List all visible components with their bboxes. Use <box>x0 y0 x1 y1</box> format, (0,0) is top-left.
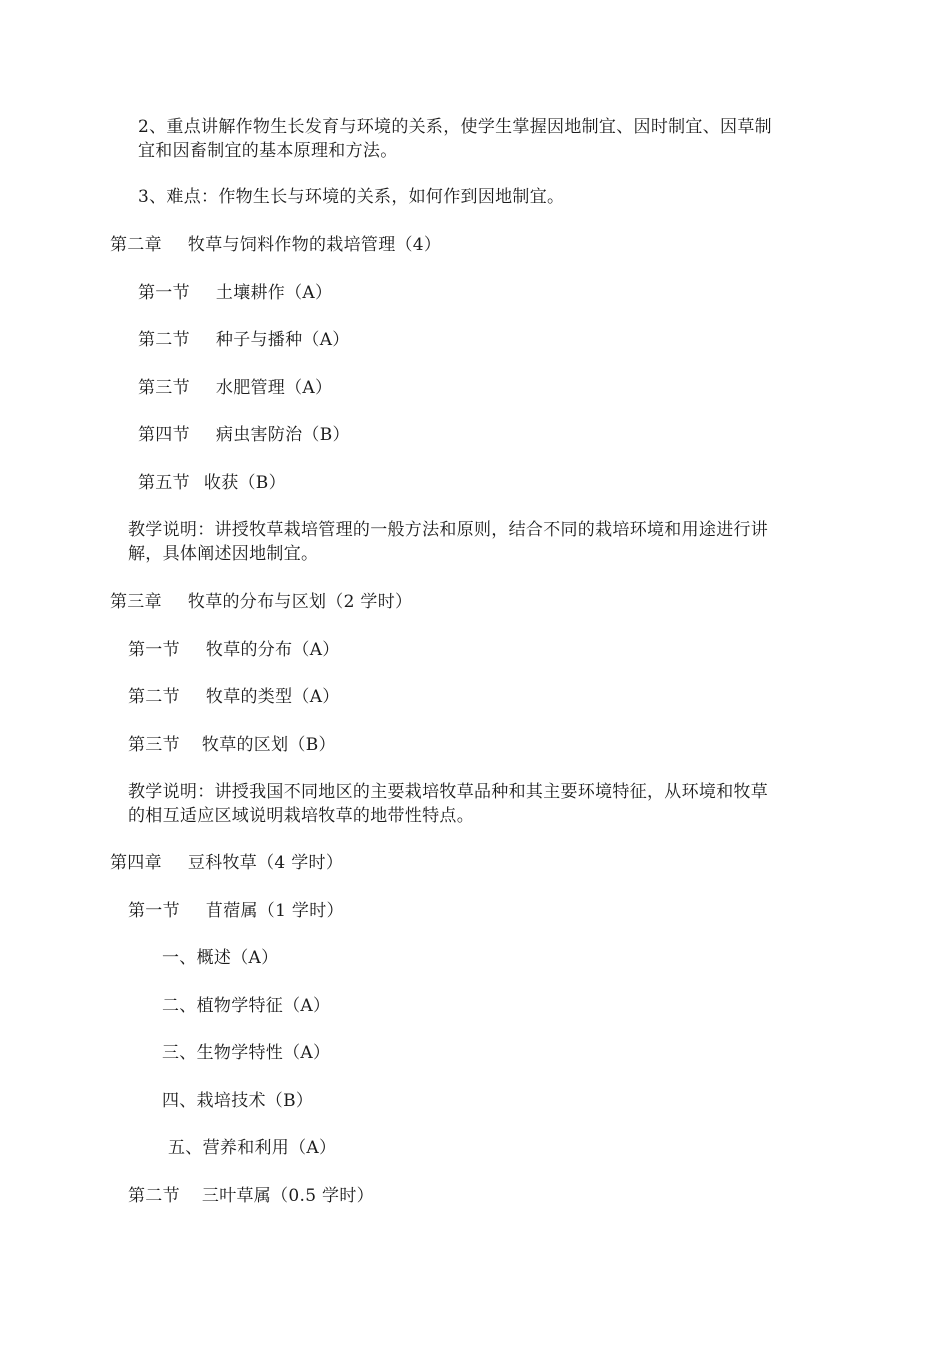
section-number: 第一节 <box>138 283 190 303</box>
chapter2-note-line1: 教学说明：讲授牧草栽培管理的一般方法和原则，结合不同的栽培环境和用途进行讲 <box>128 520 769 540</box>
section-number: 第三节 <box>128 735 180 755</box>
chapter3-heading <box>110 591 412 613</box>
chapter2-teaching-note <box>128 518 768 566</box>
chapter3-number: 第三章 <box>110 592 162 612</box>
chapter2-title: 牧草与饲料作物的栽培管理（4） <box>187 235 442 255</box>
chapter3-section-3 <box>128 734 336 756</box>
section-title: 牧草的分布（A） <box>205 640 340 660</box>
key-point-2-line1: 2、重点讲解作物生长发育与环境的关系，使学生掌握因地制宜、因时制宜、因草制 <box>138 117 772 137</box>
chapter2-section-3 <box>138 377 332 399</box>
section-title: 水肥管理（A） <box>215 378 333 398</box>
chapter3-title: 牧草的分布与区划（2 学时） <box>187 592 413 612</box>
subitem-2: 二、植物学特征（A） <box>162 996 331 1016</box>
section-number: 第二节 <box>128 1186 180 1206</box>
chapter3-note-line1: 教学说明：讲授我国不同地区的主要栽培牧草品种和其主要环境特征，从环境和牧草 <box>128 782 769 802</box>
section-number: 第二节 <box>128 687 180 707</box>
section-title: 病虫害防治（B） <box>215 425 350 445</box>
chapter3-teaching-note <box>128 780 768 828</box>
chapter4-section-1 <box>128 900 344 922</box>
section-number: 第一节 <box>128 901 180 921</box>
section-number: 第四节 <box>138 425 190 445</box>
section-title: 苜蓿属（1 学时） <box>205 901 344 921</box>
subitem-5: 五、营养和利用（A） <box>168 1138 337 1158</box>
section-title: 种子与播种（A） <box>215 330 350 350</box>
section-number: 第三节 <box>138 378 190 398</box>
subitem-4: 四、栽培技术（B） <box>162 1091 314 1111</box>
chapter2-section-5 <box>138 472 286 494</box>
section-title: 牧草的类型（A） <box>205 687 340 707</box>
section-number: 第二节 <box>138 330 190 350</box>
key-point-2 <box>138 115 772 163</box>
subitem-3: 三、生物学特性（A） <box>162 1043 331 1063</box>
subitem-1: 一、概述（A） <box>162 948 279 968</box>
chapter3-section-2 <box>128 686 340 708</box>
section-title: 收获（B） <box>203 473 286 493</box>
chapter2-note-line2: 解，具体阐述因地制宜。 <box>128 544 319 564</box>
section-title: 土壤耕作（A） <box>215 283 333 303</box>
chapter4-title: 豆科牧草（4 学时） <box>187 853 344 873</box>
key-point-3: 3、难点：作物生长与环境的关系，如何作到因地制宜。 <box>138 187 565 207</box>
chapter4-heading <box>110 852 343 874</box>
section-title: 三叶草属（0.5 学时） <box>201 1186 374 1206</box>
chapter3-section-1 <box>128 639 340 661</box>
chapter2-number: 第二章 <box>110 235 162 255</box>
chapter2-section-1 <box>138 282 332 304</box>
chapter2-section-2 <box>138 329 350 351</box>
chapter2-section-4 <box>138 424 350 446</box>
chapter2-heading <box>110 234 441 256</box>
chapter4-number: 第四章 <box>110 853 162 873</box>
key-point-2-line2: 宜和因畜制宜的基本原理和方法。 <box>138 141 398 161</box>
chapter4-section-2 <box>128 1185 374 1207</box>
section-number: 第一节 <box>128 640 180 660</box>
chapter3-note-line2: 的相互适应区域说明栽培牧草的地带性特点。 <box>128 806 474 826</box>
section-number: 第五节 <box>138 473 190 493</box>
section-title: 牧草的区划（B） <box>201 735 336 755</box>
